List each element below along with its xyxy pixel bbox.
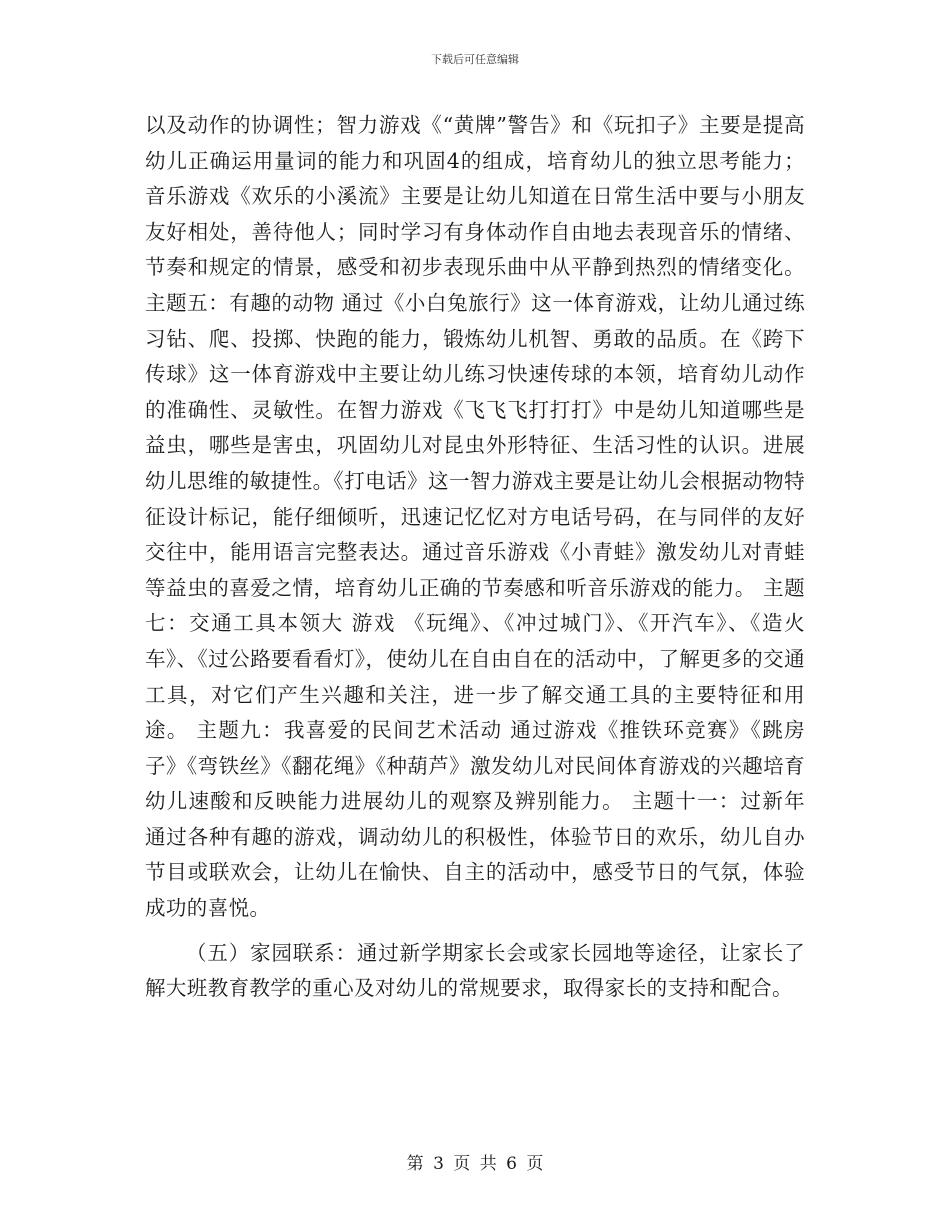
body-paragraph: 以及动作的协调性；智力游戏《“黄牌”警告》和《玩扣子》主要是提高幼儿正确运用量词的能力和巩固4的组成，培育幼儿的独立思考能力；音乐游戏《欢乐的小溪流》主要是让幼儿知道在日常生活中要与小朋友友好相处，善待他人；同时学习有身体动作自由地去表现音乐的情绪、节奏和规定的情景，感受和初步表现乐曲中从平静到热烈的情绪变化。 主题五：有趣的动物 通过《小白兔旅行》这一体育游戏，让幼儿通过练习钻、爬、投掷、快跑的能力，锻炼幼儿机智、勇敢的品质。在《跨下传球》这一体育游戏中主要让幼儿练习快速传球的本领，培育幼儿动作的准确性、灵敏性。在智力游戏《飞飞飞打打打》中是幼儿知道哪些是益虫，哪些是害虫，巩固幼儿对昆虫外形特征、生活习性的认识。进展幼儿思维的敏捷性。《打电话》这一智力游戏主要是让幼儿会根据动物特征设计标记，能仔细倾听，迅速记忆忆对方电话号码，在与同伴的友好交往中，能用语言完整表达。通过音乐游戏《小青蛙》激发幼儿对青蛙等益虫的喜爱之情，培育幼儿正确的节奏感和听音乐游戏的能力。 主题七：交通工具本领大 游戏 《玩绳》、《冲过城门》、《开汽车》、《造火车》、《过公路要看看灯》，使幼儿在自由自在的活动中，了解更多的交通工具，对它们产生兴趣和关注，进一步了解交通工具的主要特征和用途。 主题九：我喜爱的民间艺术活动 通过游戏《推铁环竞赛》《跳房子》《弯铁丝》《翻花绳》《种葫芦》激发幼儿对民间体育游戏的兴趣培育幼儿速酸和反映能力进展幼儿的观察及辨别能力。 主题十一：过新年 通过各种有趣的游戏，调动幼儿的积极性，体验节日的欢乐，幼儿自办节目或联欢会，让幼儿在愉快、自主的活动中，感受节日的气氛，体验成功的喜悦。 [145, 113, 805, 921]
page-number: 第 3 页 共 6 页 [406, 1154, 544, 1174]
document-body [145, 108, 805, 1007]
page-header-note: 下载后可任意编辑 [431, 53, 519, 66]
body-paragraph-home-school: （五）家园联系：通过新学期家长会或家长园地等途径，让家长了解大班教育教学的重心及对幼儿的常规要求，取得家长的支持和配合。 [145, 940, 805, 1001]
